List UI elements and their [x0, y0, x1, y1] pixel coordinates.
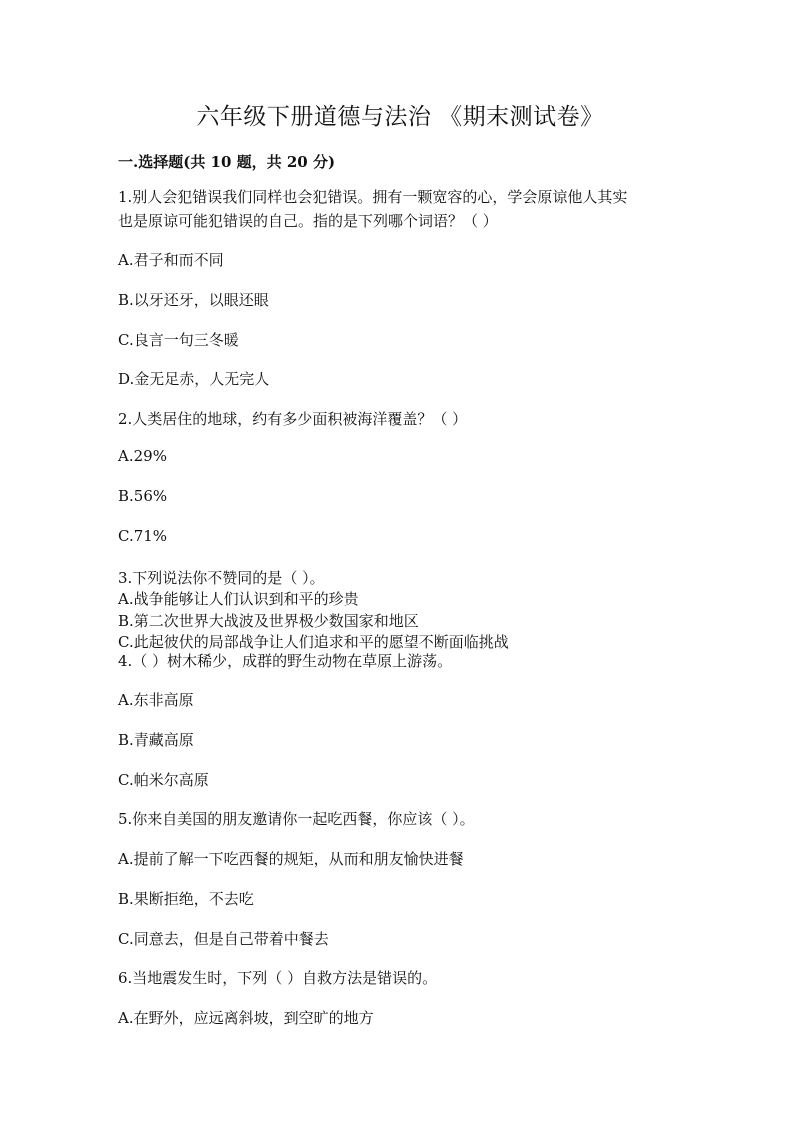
question-4-option-a: A.东非高原 [118, 691, 194, 709]
question-2-stem: 2.人类居住的地球，约有多少面积被海洋覆盖？（ ） [118, 410, 468, 428]
question-3-stem: 3.下列说法你不赞同的是（ ）。 [118, 569, 325, 587]
question-4-stem: 4.（ ）树木稀少，成群的野生动物在草原上游荡。 [118, 652, 453, 670]
question-2-option-b: B.56% [118, 487, 168, 505]
section-heading: 一.选择题(共 10 题，共 20 分) [118, 153, 336, 171]
question-4-option-b: B.青藏高原 [118, 731, 194, 749]
question-1-option-c: C.良言一句三冬暖 [118, 331, 239, 349]
question-6-stem: 6.当地震发生时，下列（ ）自救方法是错误的。 [118, 969, 438, 987]
question-1-stem-line-1: 1.别人会犯错误我们同样也会犯错误。拥有一颗宽容的心，学会原谅他人其实 [118, 188, 628, 206]
question-4-option-c: C.帕米尔高原 [118, 771, 209, 789]
question-5-option-a: A.提前了解一下吃西餐的规矩，从而和朋友愉快进餐 [118, 850, 464, 868]
question-3-option-a: A.战争能够让人们认识到和平的珍贵 [118, 590, 359, 608]
question-5-option-b: B.果断拒绝，不去吃 [118, 890, 254, 908]
question-2-option-c: C.71% [118, 527, 168, 545]
question-1-option-a: A.君子和而不同 [118, 251, 224, 269]
question-1-option-d: D.金无足赤，人无完人 [118, 370, 270, 388]
question-3-option-c: C.此起彼伏的局部战争让人们追求和平的愿望不断面临挑战 [118, 633, 509, 651]
question-2-option-a: A.29% [118, 447, 167, 465]
question-5-option-c: C.同意去，但是自己带着中餐去 [118, 930, 329, 948]
page-title: 六年级下册道德与法治 《期末测试卷》 [196, 104, 604, 130]
question-1-option-b: B.以牙还牙，以眼还眼 [118, 291, 269, 309]
question-5-stem: 5.你来自美国的朋友邀请你一起吃西餐，你应该（ ）。 [118, 810, 475, 828]
question-6-option-a: A.在野外，应远离斜坡，到空旷的地方 [118, 1009, 374, 1027]
question-3-option-b: B.第二次世界大战波及世界极少数国家和地区 [118, 612, 419, 630]
question-1-stem-line-2: 也是原谅可能犯错误的自己。指的是下列哪个词语？（ ） [118, 212, 498, 230]
